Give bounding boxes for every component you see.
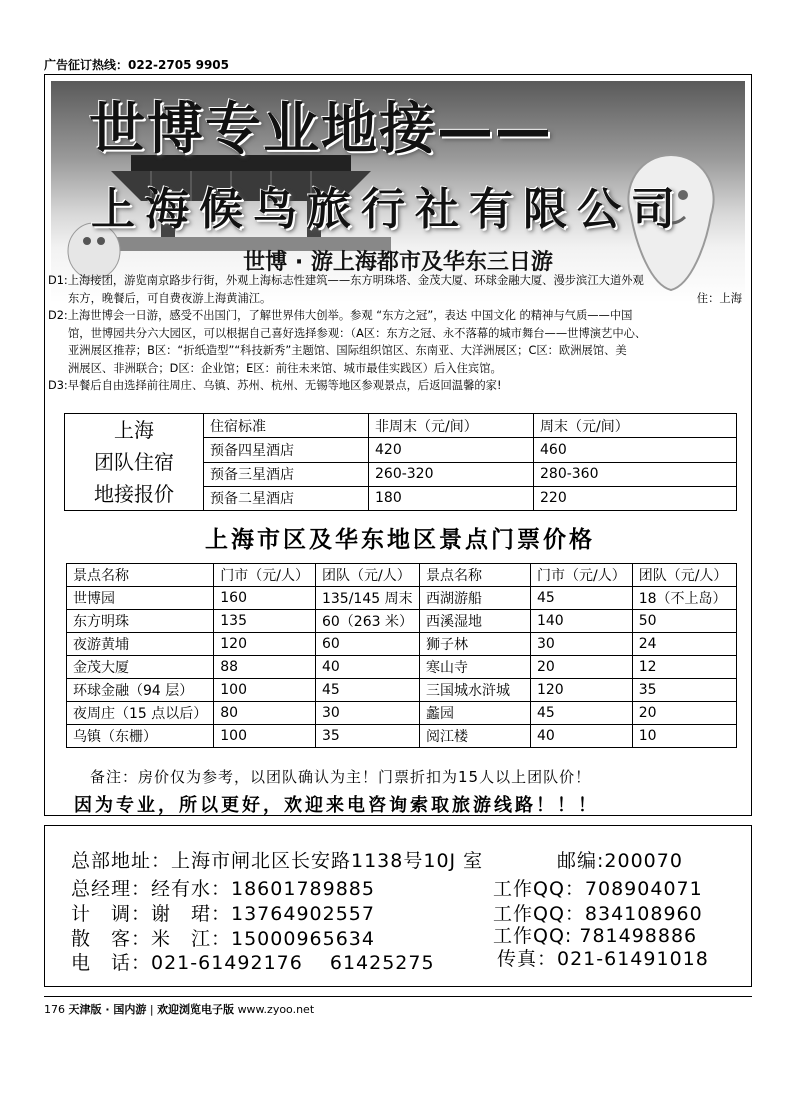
hotel-table-side-label [65, 414, 204, 511]
table-cell: 东方明珠 [67, 610, 214, 633]
contact-qq-1: 工作QQ：708904071 [493, 878, 703, 900]
table-cell: 88 [214, 656, 316, 679]
hotel-side-line: 上海 [114, 418, 154, 442]
table-cell: 35 [315, 725, 419, 748]
itinerary-d1-line1: D1:上海接团，游览南京路步行街，外观上海标志性建筑——东方明珠塔、金茂大厦、环球金融大厦、漫步滨江大道外观 [48, 274, 644, 287]
table-cell: 24 [632, 633, 736, 656]
itinerary-d1-text: 东方，晚餐后，可自费夜游上海黄浦江。 [68, 291, 272, 305]
contact-postcode: 邮编:200070 [557, 850, 683, 872]
ad-hotline: 广告征订热线：022-2705 9905 [44, 58, 230, 72]
itinerary-d2-line2: 馆，世博园共分六大园区，可以根据自己喜好选择参观：（A区：东方之冠、永不落幕的城市舞台——世博演艺中心、 [68, 326, 647, 340]
ticket-section-title: 上海市区及华东地区景点门票价格 [205, 527, 595, 553]
table-cell: 80 [214, 702, 316, 725]
table-cell: 预备三星酒店 [204, 462, 369, 486]
tour-heading: 世博 · 游上海都市及华东三日游 [243, 250, 553, 275]
table-cell: 蠡园 [419, 702, 530, 725]
contact-planner: 计 调：谢 珺：13764902557 [71, 903, 375, 925]
table-header: 团队（元/人） [632, 564, 736, 587]
itinerary-d2-line1: D2:上海世博会一日游，感受不出国门，了解世界伟大创举。参观 “东方之冠”，表达 中国文化 的精神与气质——中国 [48, 309, 633, 322]
table-cell: 乌镇（东栅） [67, 725, 214, 748]
table-cell: 夜游黄埔 [67, 633, 214, 656]
itinerary-d3-line1: D3:早餐后自由选择前往周庄、乌镇、苏州、杭州、无锡等地区参观景点，后返回温馨的家! [48, 379, 502, 392]
table-cell: 420 [369, 438, 534, 462]
table-header: 住宿标准 [204, 414, 369, 438]
table-cell: 30 [315, 702, 419, 725]
hotel-price-table [64, 413, 737, 511]
contact-phone: 电 话：021-61492176 61425275 [71, 952, 435, 974]
table-cell: 160 [214, 587, 316, 610]
table-header: 团队（元/人） [315, 564, 419, 587]
table-cell: 18（不上岛） [632, 587, 736, 610]
table-cell: 40 [315, 656, 419, 679]
table-cell: 12 [632, 656, 736, 679]
table-cell: 20 [632, 702, 736, 725]
ticket-price-table [66, 563, 737, 748]
footer-promo: 欢迎浏览电子版 [157, 1003, 235, 1016]
table-cell: 预备四星酒店 [204, 438, 369, 462]
table-header: 门市（元/人） [530, 564, 632, 587]
contact-box [44, 825, 752, 987]
price-note: 备注：房价仅为参考，以团队确认为主！门票折扣为15人以上团队价！ [90, 768, 592, 786]
table-cell: 135/145 周末 [315, 587, 419, 610]
table-cell: 环球金融（94 层） [67, 679, 214, 702]
table-cell: 140 [530, 610, 632, 633]
table-cell: 220 [534, 486, 737, 510]
hotel-side-line: 团队住宿 [94, 450, 174, 474]
table-row [67, 725, 737, 748]
table-row [67, 564, 737, 587]
table-cell: 100 [214, 725, 316, 748]
contact-qq-3: 工作QQ: 781498886 [493, 925, 698, 947]
table-cell: 金茂大厦 [67, 656, 214, 679]
footer-divider: | [149, 1003, 154, 1016]
footer-edition: 天津版 · 国内游 [68, 1003, 147, 1016]
table-row [67, 702, 737, 725]
table-header: 非周末（元/间） [369, 414, 534, 438]
table-header: 门市（元/人） [214, 564, 316, 587]
table-cell: 280-360 [534, 462, 737, 486]
banner-title-main: 世博专业地接—— [89, 96, 553, 162]
banner-company-name: 上海候鸟旅行社有限公司 [91, 184, 685, 235]
table-cell: 三国城水浒城 [419, 679, 530, 702]
table-cell: 西溪湿地 [419, 610, 530, 633]
table-cell: 45 [315, 679, 419, 702]
table-header: 周末（元/间） [534, 414, 737, 438]
table-cell: 100 [214, 679, 316, 702]
table-cell: 260-320 [369, 462, 534, 486]
contact-fax: 传真：021-61491018 [497, 948, 709, 970]
table-cell: 60 [315, 633, 419, 656]
table-cell: 35 [632, 679, 736, 702]
table-cell: 135 [214, 610, 316, 633]
itinerary-d1-stay: 住：上海 [696, 291, 742, 305]
table-cell: 世博园 [67, 587, 214, 610]
table-row [67, 587, 737, 610]
table-row [65, 414, 737, 438]
table-cell: 30 [530, 633, 632, 656]
slogan: 因为专业，所以更好，欢迎来电咨询索取旅游线路！！！ [74, 795, 599, 816]
page-number: 176 [44, 1003, 65, 1016]
contact-individual: 散 客：米 江：15000965634 [71, 928, 375, 950]
footer-site-link[interactable]: www.zyoo.net [237, 1003, 315, 1016]
table-cell: 60（263 米） [315, 610, 419, 633]
itinerary-d1-line2 [48, 290, 742, 308]
table-cell: 预备二星酒店 [204, 486, 369, 510]
table-cell: 20 [530, 656, 632, 679]
itinerary [48, 272, 742, 395]
table-cell: 120 [214, 633, 316, 656]
table-cell: 阅江楼 [419, 725, 530, 748]
table-row [67, 633, 737, 656]
table-cell: 50 [632, 610, 736, 633]
table-header: 景点名称 [67, 564, 214, 587]
table-cell: 10 [632, 725, 736, 748]
table-row [67, 679, 737, 702]
table-cell: 40 [530, 725, 632, 748]
contact-qq-2: 工作QQ：834108960 [493, 903, 703, 925]
table-header: 景点名称 [419, 564, 530, 587]
itinerary-d2-line3: 亚洲展区推荐；B区：“折纸造型”“科技新秀”主题馆、国际组织馆区、东南亚、大洋洲展区；C区：欧洲展馆、美 [68, 344, 627, 357]
page-footer [44, 996, 752, 1017]
table-cell: 狮子林 [419, 633, 530, 656]
table-cell: 460 [534, 438, 737, 462]
table-cell: 夜周庄（15 点以后） [67, 702, 214, 725]
hotel-side-line: 地接报价 [94, 482, 174, 506]
itinerary-d2-line4: 洲展区、非洲联合；D区：企业馆；E区：前往未来馆、城市最佳实践区）后入住宾馆。 [68, 361, 502, 375]
table-cell: 45 [530, 702, 632, 725]
table-row [67, 656, 737, 679]
table-cell: 120 [530, 679, 632, 702]
table-cell: 寒山寺 [419, 656, 530, 679]
contact-address: 总部地址：上海市闸北区长安路1138号10J 室 [71, 850, 484, 872]
table-row [67, 610, 737, 633]
table-cell: 45 [530, 587, 632, 610]
contact-manager: 总经理：经有水：18601789885 [71, 878, 375, 900]
banner [51, 81, 745, 303]
table-cell: 西湖游船 [419, 587, 530, 610]
table-cell: 180 [369, 486, 534, 510]
